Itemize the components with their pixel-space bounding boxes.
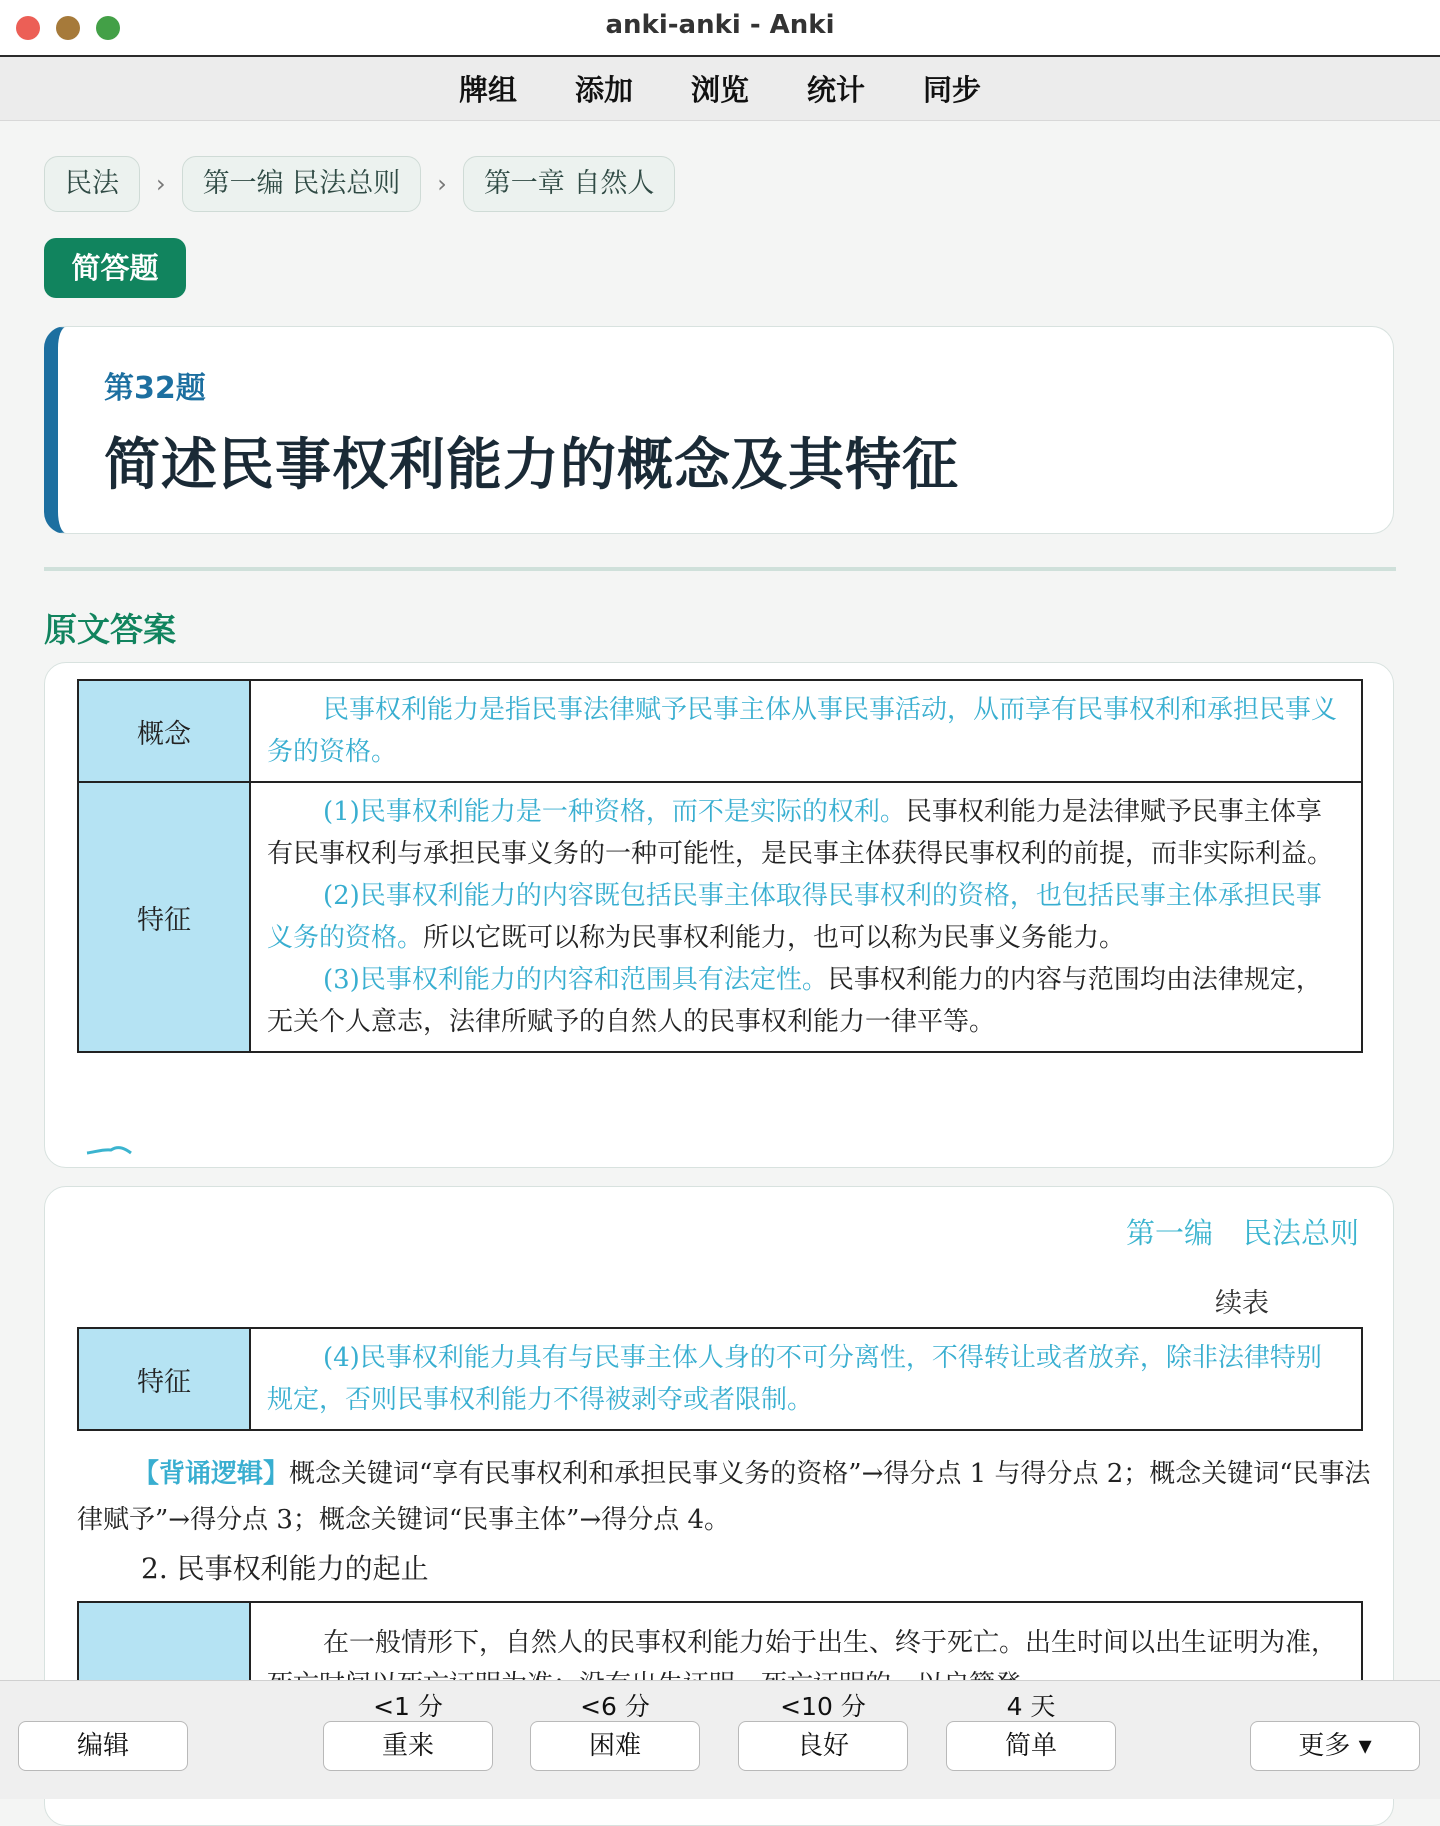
- answer-image-card: [44, 662, 1394, 1168]
- menu-stats[interactable]: 统计: [807, 73, 866, 107]
- table-row: [78, 782, 1362, 1052]
- table-row: [78, 680, 1362, 782]
- easy-button[interactable]: 简单: [946, 1721, 1116, 1771]
- pen-mark-icon: [85, 1143, 135, 1157]
- table-label-concept: 概念: [78, 680, 250, 782]
- feature-1-highlight: (1)民事权利能力是一种资格，而不是实际的权利。: [323, 797, 906, 827]
- answer-table-continued: [77, 1327, 1363, 1431]
- table-cell-feature: [250, 1328, 1362, 1430]
- feature-4: (4)民事权利能力具有与民事主体人身的不可分离性，不得转让或者放弃，除非法律特别规定，否则民事权利能力不得被剥夺或者限制。: [267, 1343, 1322, 1415]
- section-divider: [44, 567, 1396, 571]
- concept-text: 民事权利能力是指民事法律赋予民事主体从事民事活动，从而享有民事权利和承担民事义务的资格。: [267, 695, 1338, 767]
- hard-button[interactable]: 困难: [530, 1721, 700, 1771]
- more-button-label: 更多: [1298, 1731, 1351, 1761]
- table-label-feature: 特征: [78, 1328, 250, 1430]
- interval-again: <1 分: [373, 1692, 443, 1721]
- table-label-feature: 特征: [78, 782, 250, 1052]
- interval-hard: <6 分: [580, 1692, 650, 1721]
- recite-logic-text: [77, 1451, 1377, 1543]
- question-title: 简述民事权利能力的概念及其特征: [104, 433, 959, 498]
- menu-decks[interactable]: 牌组: [458, 73, 517, 107]
- question-card: [44, 326, 1394, 534]
- window-title: anki-anki - Anki: [605, 10, 835, 40]
- table2-text: 在一般情形下，自然人的民事权利能力始于出生、终于死亡。出生时间以出生证明为准，: [323, 1628, 1338, 1658]
- continued-label: 续表: [1215, 1288, 1269, 1319]
- page-header-title: 民法总则: [1242, 1216, 1359, 1250]
- good-button[interactable]: 良好: [738, 1721, 908, 1771]
- breadcrumb: [44, 156, 675, 212]
- feature-3-highlight: (3)民事权利能力的内容和范围具有法定性。: [323, 965, 828, 995]
- table-cell-feature: [250, 782, 1362, 1052]
- window-title-bar: [0, 0, 1440, 57]
- feature-2-detail: 所以它既可以称为民事权利能力，也可以称为民事义务能力。: [423, 923, 1126, 953]
- breadcrumb-item-chapter: 第一章 自然人: [463, 156, 676, 212]
- menu-sync[interactable]: 同步: [923, 73, 982, 107]
- table-cell-concept: [250, 680, 1362, 782]
- again-button[interactable]: 重来: [323, 1721, 493, 1771]
- page-header-part: 第一编: [1125, 1216, 1213, 1250]
- more-button[interactable]: [1250, 1721, 1420, 1771]
- recite-logic-body: 概念关键词“享有民事权利和承担民事义务的资格”→得分点 1 与得分点 2；概念关键词“民事法律赋予”→得分点 3；概念关键词“民事主体”→得分点 4。: [77, 1459, 1371, 1535]
- breadcrumb-item-part: 第一编 民法总则: [182, 156, 422, 212]
- menu-add[interactable]: 添加: [574, 73, 633, 107]
- interval-good: <10 分: [780, 1692, 866, 1721]
- feature-2-highlight: (2)民事权利能力的内容既包括民事主体取得民事权利的资格，也包括民事主体承担民事义务的资格。: [267, 881, 1322, 953]
- recite-logic-tag: 【背诵逻辑】: [133, 1459, 290, 1489]
- interval-easy: 4 天: [1006, 1692, 1056, 1721]
- menu-browse[interactable]: 浏览: [690, 73, 749, 107]
- table-row: [78, 1328, 1362, 1430]
- review-bottom-bar: [0, 1680, 1440, 1799]
- main-toolbar: [0, 57, 1440, 121]
- question-type-badge: 简答题: [44, 238, 186, 298]
- feature-3-detail: 民事权利能力的内容与范围均由法律规定，无关个人意志，法律所赋予的自然人的民事权利能力一律平等。: [267, 965, 1322, 1037]
- breadcrumb-item-subject: 民法: [44, 156, 140, 212]
- feature-1-detail: 民事权利能力是法律赋予民事主体享有民事权利与承担民事义务的一种可能性，是民事主体获得民事权利的前提，而非实际利益。: [267, 797, 1334, 869]
- question-number: 第32题: [104, 371, 206, 406]
- answer-table: [77, 679, 1363, 1053]
- breadcrumb-separator: ›: [156, 170, 166, 198]
- page-header: [1096, 1211, 1359, 1252]
- edit-button[interactable]: 编辑: [18, 1721, 188, 1771]
- answer-section-heading: 原文答案: [44, 610, 176, 649]
- feature-3: [267, 959, 1345, 1043]
- breadcrumb-separator: ›: [437, 170, 447, 198]
- feature-1: [267, 791, 1345, 875]
- subheading: 2. 民事权利能力的起止: [141, 1552, 429, 1585]
- feature-2: [267, 875, 1345, 959]
- recite-logic-paragraph: [77, 1451, 1377, 1543]
- chevron-down-icon: ▾: [1358, 1731, 1372, 1761]
